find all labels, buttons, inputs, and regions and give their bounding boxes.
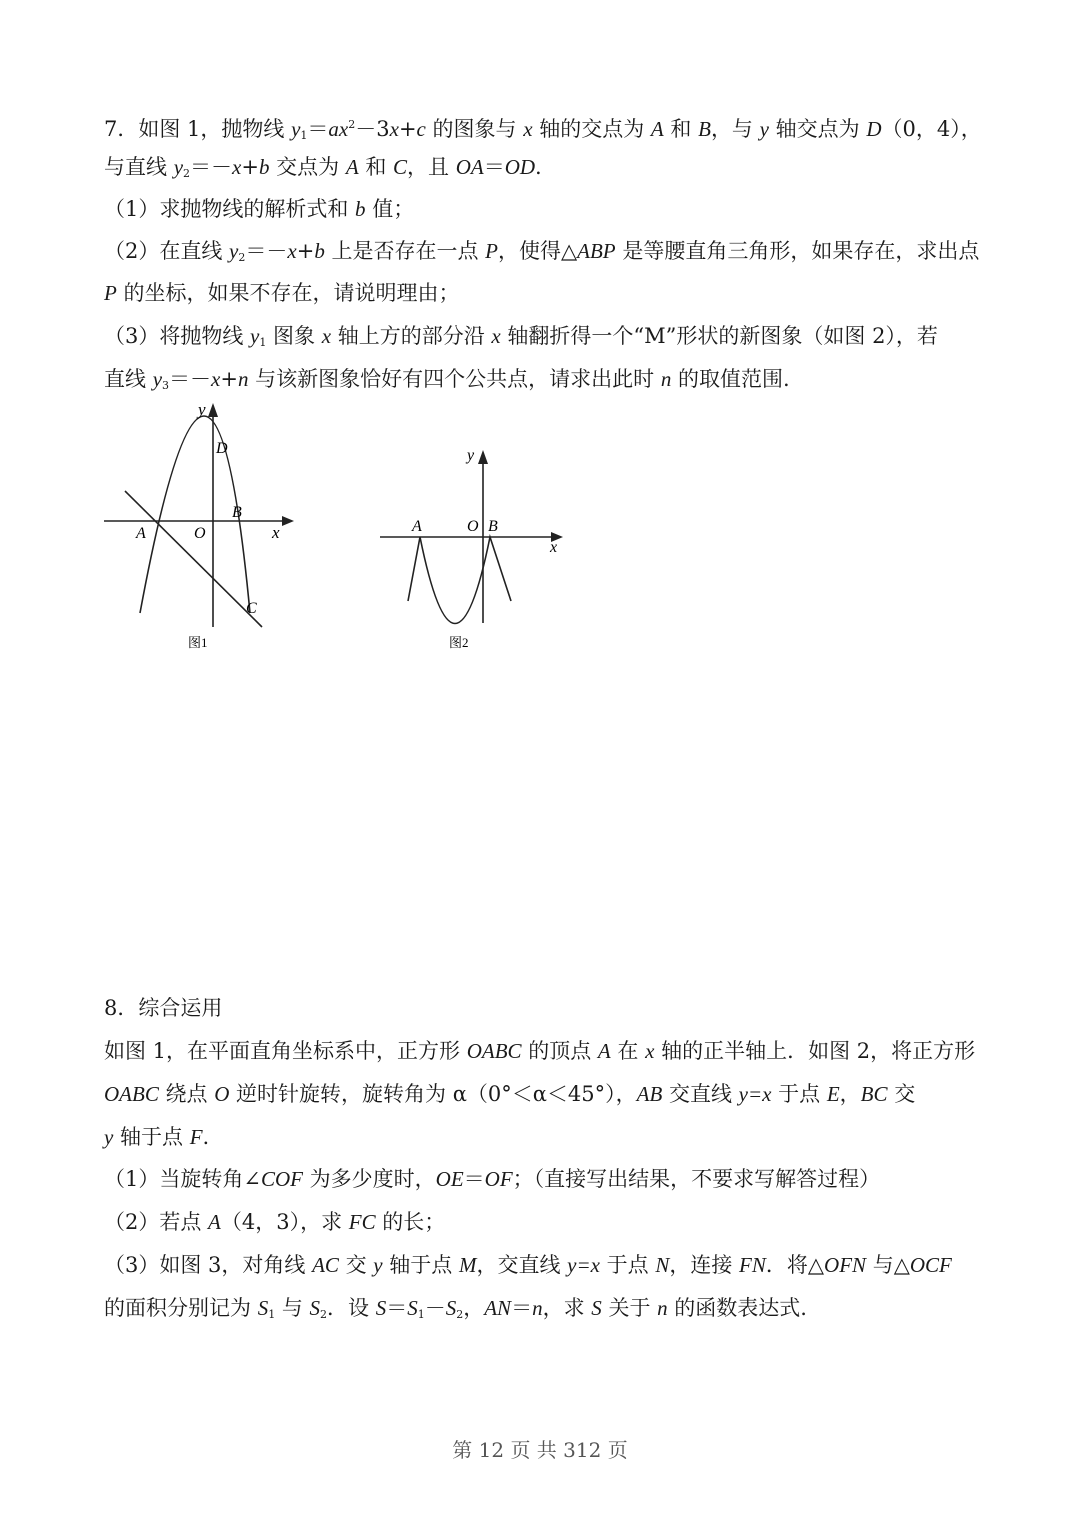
- q8-title: 8．综合运用: [104, 996, 223, 1020]
- q7-part-2-cont: P 的坐标，如果不存在，请说明理由；: [104, 281, 460, 305]
- fig2-caption: 图2: [449, 635, 469, 650]
- fig1-caption: 图1: [188, 635, 208, 650]
- q8-line-3: y 轴于点 F.: [104, 1125, 210, 1149]
- fig1-label-c: C: [246, 600, 257, 617]
- q7-part-1: （1）求抛物线的解析式和 b 值；: [104, 197, 415, 221]
- fig2-label-y: y: [467, 447, 475, 464]
- fig2-label-o: O: [467, 518, 479, 535]
- q8-line-1: 如图 1，在平面直角坐标系中，正方形 OABC 的顶点 A 在 x 轴的正半轴上．如图 2，将正方形: [104, 1039, 976, 1063]
- q8-part-3-cont: 的面积分别记为 $S_1$ 与 $S_2$．设 $S=S_1-S_2$，AN＝n，求 S 关于 n 的函数表达式.: [104, 1296, 807, 1321]
- q7-part-3-cont: 直线 $y_3=-x+n$ 与该新图象恰好有四个公共点，请求出此时 n 的取值范围.: [104, 367, 790, 392]
- q7-part-3: （3）将抛物线 $y_1$ 图象 x 轴上方的部分沿 x 轴翻折得一个“M”形状的新图象（如图 2），若: [104, 324, 938, 349]
- figure-2: [375, 440, 575, 660]
- q8-line-2: OABC 绕点 O 逆时针旋转，旋转角为 α（0°＜α＜45°），AB 交直线 y=x 于点 E，BC 交: [104, 1082, 916, 1106]
- figure-1: [100, 395, 300, 660]
- q7-line-1: 7．如图 1，抛物线 $y_1=ax^2-3x+c$ 的图象与 x 轴的交点为 A 和 B，与 y 轴交点为 D（0，4），: [104, 117, 982, 142]
- fig1-x-arrow: [282, 516, 294, 526]
- q8-part-3: （3）如图 3，对角线 AC 交 y 轴于点 M，交直线 y=x 于点 N，连接 FN．将△OFN 与△OCF: [104, 1253, 952, 1277]
- fig2-y-arrow: [478, 450, 488, 464]
- q7-part-2: （2）在直线 $y_2=-x+b$ 上是否存在一点 P，使得△ABP 是等腰直角三角形，如果存在，求出点: [104, 239, 980, 264]
- q8-part-1: （1）当旋转角∠COF 为多少度时，OE＝OF；（直接写出结果，不要求写解答过程）: [104, 1167, 881, 1191]
- q8-part-2: （2）若点 A（4，3），求 FC 的长；: [104, 1210, 446, 1234]
- fig2-label-x: x: [550, 539, 558, 556]
- fig1-label-a: A: [136, 525, 146, 542]
- fig2-m-curve: [408, 537, 511, 624]
- fig1-label-o: O: [194, 525, 206, 542]
- q7-line-2: 与直线 $y_2=-x+b$ 交点为 A 和 C，且 OA＝OD.: [104, 155, 542, 180]
- fig1-label-b: B: [232, 504, 242, 521]
- fig1-y-arrow: [208, 403, 218, 417]
- fig1-label-x: x: [272, 523, 280, 542]
- fig1-label-d: D: [216, 440, 228, 457]
- page-footer: 第 12 页 共 312 页: [452, 1438, 628, 1462]
- fig1-label-y: y: [198, 400, 206, 419]
- fig2-label-a: A: [412, 518, 422, 535]
- fig2-label-b: B: [488, 518, 498, 535]
